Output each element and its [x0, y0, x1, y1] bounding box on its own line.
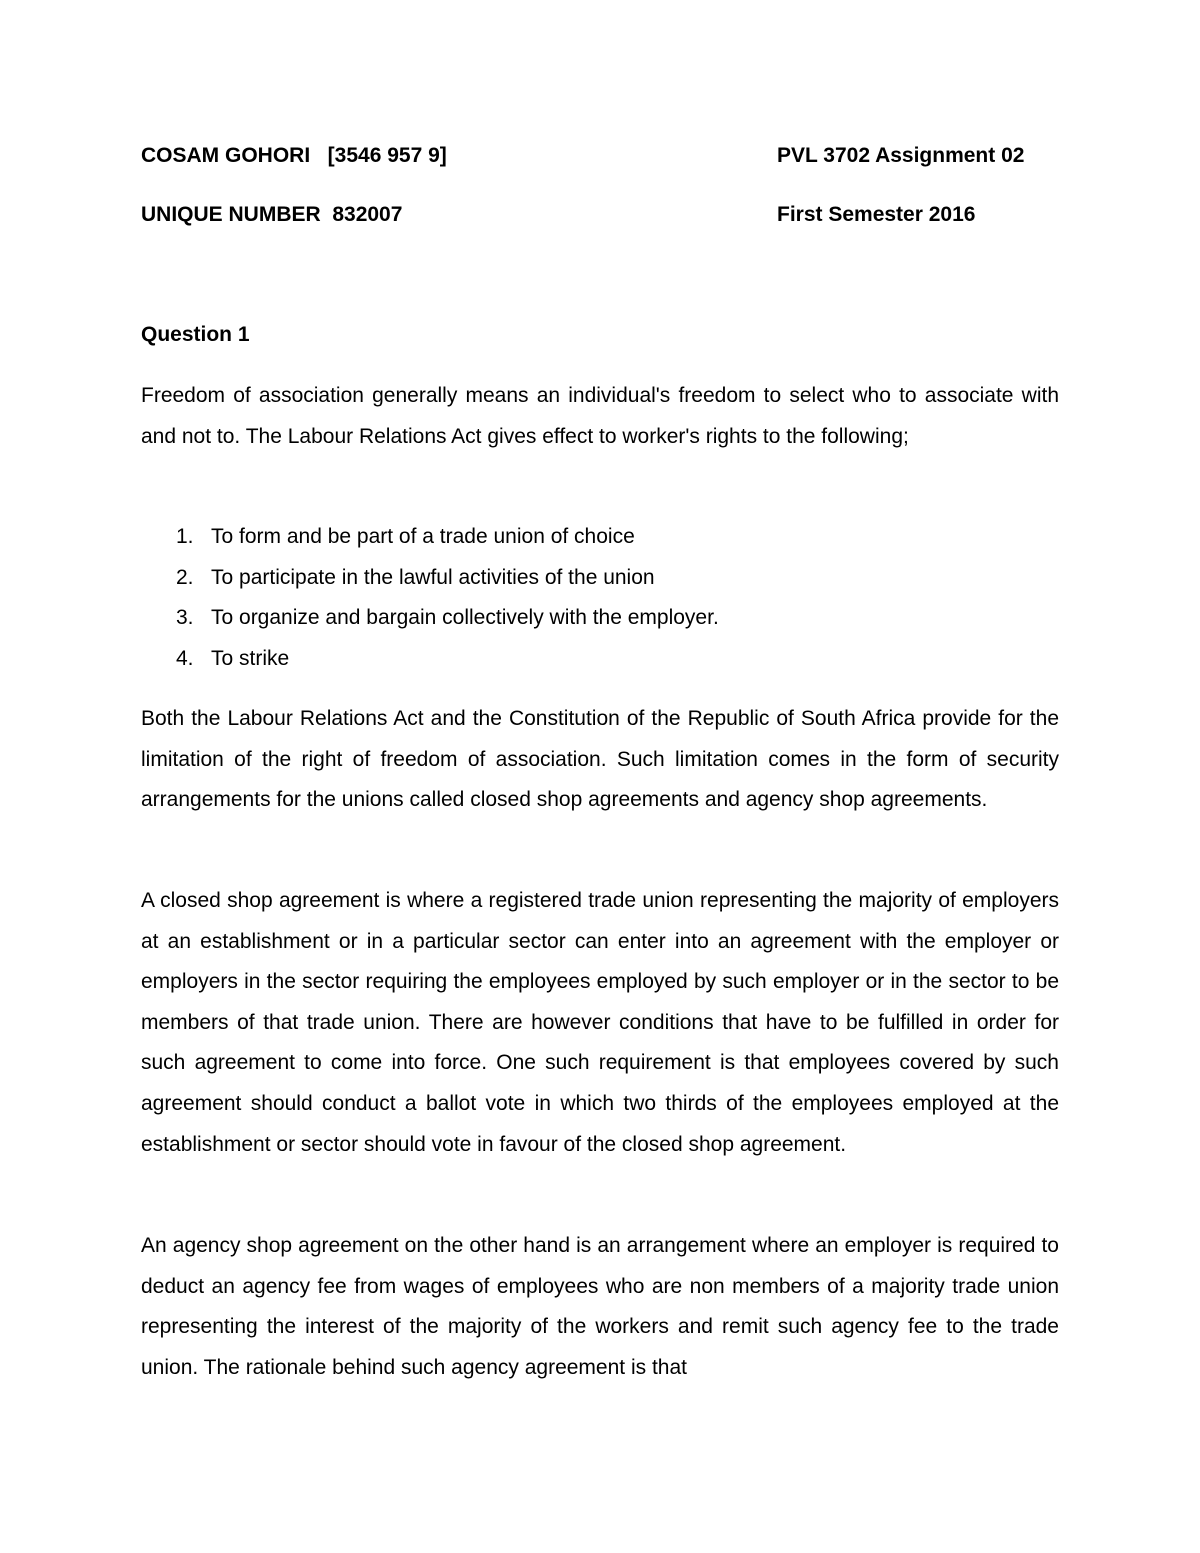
list-item-number: 4. — [176, 646, 194, 670]
paragraph-closed-shop: A closed shop agreement is where a registered trade union representing the majority of employers at an establishment or in a particular sector can enter into an agreement with the employer or employers in the sector requiring the employees employed by such employer or in the sector to be members of that trade union. There are however conditions that have to be fulfilled in order for such agreement to come into force. One such requirement is that employees covered by such agreement should conduct a ballot vote in which two thirds of the employees employed at the establishment or sector should vote in favour of the closed shop agreement. — [141, 889, 1059, 1156]
list-item-text: To participate in the lawful activities of the union — [211, 565, 655, 589]
list-item-text: To organize and bargain collectively with the employer. — [211, 606, 719, 630]
paragraph-freedom-of-association: Freedom of association generally means an individual's freedom to select who to associate with and not to. The Labour Relations Act gives effect to worker's rights to the following; — [141, 384, 1059, 448]
list-item — [141, 558, 1059, 599]
list-item — [141, 639, 1059, 680]
list-item — [141, 598, 1059, 639]
semester: First Semester 2016 — [777, 203, 976, 226]
paragraph-limitation: Both the Labour Relations Act and the Constitution of the Republic of South Africa provide for the limitation of the right of freedom of association. Such limitation comes in the form of security arrangements for the unions called closed shop agreements and agency shop agreements. — [141, 707, 1059, 812]
list-item — [141, 517, 1059, 558]
list-item-number: 2. — [176, 565, 194, 589]
rights-list — [141, 517, 1059, 679]
list-item-number: 1. — [176, 525, 194, 548]
list-item-number: 3. — [176, 606, 194, 630]
student-name-id: COSAM GOHORI [3546 957 9] — [141, 144, 447, 167]
unique-number: UNIQUE NUMBER 832007 — [141, 203, 403, 226]
assignment-code: PVL 3702 Assignment 02 — [777, 144, 1025, 167]
list-item-text: To form and be part of a trade union of choice — [211, 525, 635, 548]
question-title: Question 1 — [141, 323, 250, 346]
header-row-unique — [141, 200, 1059, 230]
paragraph-agency-shop: An agency shop agreement on the other hand is an arrangement where an employer is required to deduct an agency fee from wages of employees who are non members of a majority trade union representing the interest of the majority of the workers and remit such agency fee to the trade union. The rationale behind such agency agreement is that — [141, 1234, 1059, 1379]
header-row-student — [141, 141, 1059, 171]
list-item-text: To strike — [211, 646, 290, 670]
